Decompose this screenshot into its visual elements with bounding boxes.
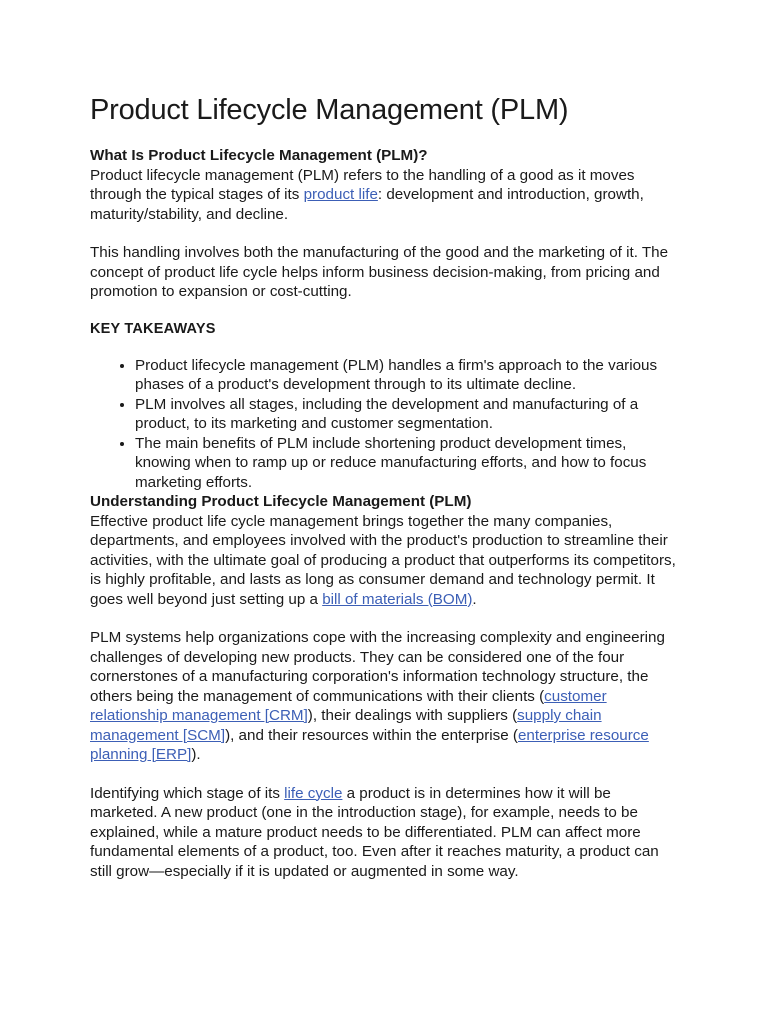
link-life-cycle[interactable]: life cycle	[284, 784, 343, 802]
key-takeaways-heading: KEY TAKEAWAYS	[90, 320, 216, 337]
link-crm[interactable]: customer relationship management [CRM]	[90, 687, 607, 724]
paragraph-text: Product lifecycle management (PLM) refers to the handling of a good as it moves through the typical stages of its	[90, 166, 635, 203]
paragraph-text: Identifying which stage of its	[90, 784, 285, 802]
list-item: • The main benefits of PLM include shortening product development times, knowing when to ramp up or reduce manufacturing efforts, and how to focus marketing efforts.	[135, 434, 682, 493]
paragraph-text: PLM systems help organizations cope with the increasing complexity and engineering challenges of developing new products. They can be considered one of the four cornerstones of a manufacturing corporation's information technology structure, the others being the management of communications with their clients (	[90, 629, 665, 705]
list-item: • Product lifecycle management (PLM) handles a firm's approach to the various phases of a product's development through to its ultimate decline.	[135, 356, 682, 395]
link-bill-of-materials[interactable]: bill of materials (BOM)	[322, 590, 473, 608]
section-heading-what-is-plm: What Is Product Lifecycle Management (PLM)?	[90, 147, 428, 164]
paragraph-plm-systems	[90, 628, 682, 765]
paragraph-handling: This handling involves both the manufacturing of the good and the marketing of it. The concept of product life cycle helps inform business decision-making, from pricing and promotion to expansion or cost-cutting.	[90, 244, 669, 300]
list-item: • PLM involves all stages, including the development and manufacturing of a product, to its marketing and customer segmentation.	[135, 395, 682, 434]
paragraph-effective-plm	[90, 512, 682, 610]
paragraph-text: a product is in determines how it will be marketed. A new product (one in the introduction stage), for example, needs to be explained, while a mature product needs to be differentiated. PLM can affect more fundamental elements of a product, too. Even after it reaches maturity, a product can still grow—especially if it is updated or augmented in some way.	[90, 784, 659, 880]
paragraph-text: ), and their resources within the enterprise (	[225, 726, 518, 744]
link-product-life[interactable]: product life	[303, 186, 378, 203]
key-takeaways-list	[90, 356, 682, 493]
paragraph-definition	[90, 166, 682, 225]
paragraph-text: Effective product life cycle management brings together the many companies, departments, and employees involved with the product's production to streamline their activities, with the ultimate goal of producing a product that outperforms its competitors, is highly profitable, and lasts as long as consumer demand and technology permit. It goes well beyond just setting up a	[90, 512, 676, 608]
link-erp[interactable]: enterprise resource planning [ERP]	[90, 726, 649, 763]
paragraph-text: .	[472, 590, 477, 608]
paragraph-life-cycle-stage	[90, 784, 682, 882]
section-heading-understanding-plm: Understanding Product Lifecycle Management (PLM)	[90, 493, 472, 510]
link-scm[interactable]: supply chain management [SCM]	[90, 707, 602, 744]
page-title: Product Lifecycle Management (PLM)	[90, 94, 569, 126]
paragraph-text: : development and introduction, growth, maturity/stability, and decline.	[90, 186, 644, 223]
paragraph-text: ).	[191, 746, 201, 763]
paragraph-text: ), their dealings with suppliers (	[307, 707, 518, 724]
article-body	[90, 92, 682, 881]
